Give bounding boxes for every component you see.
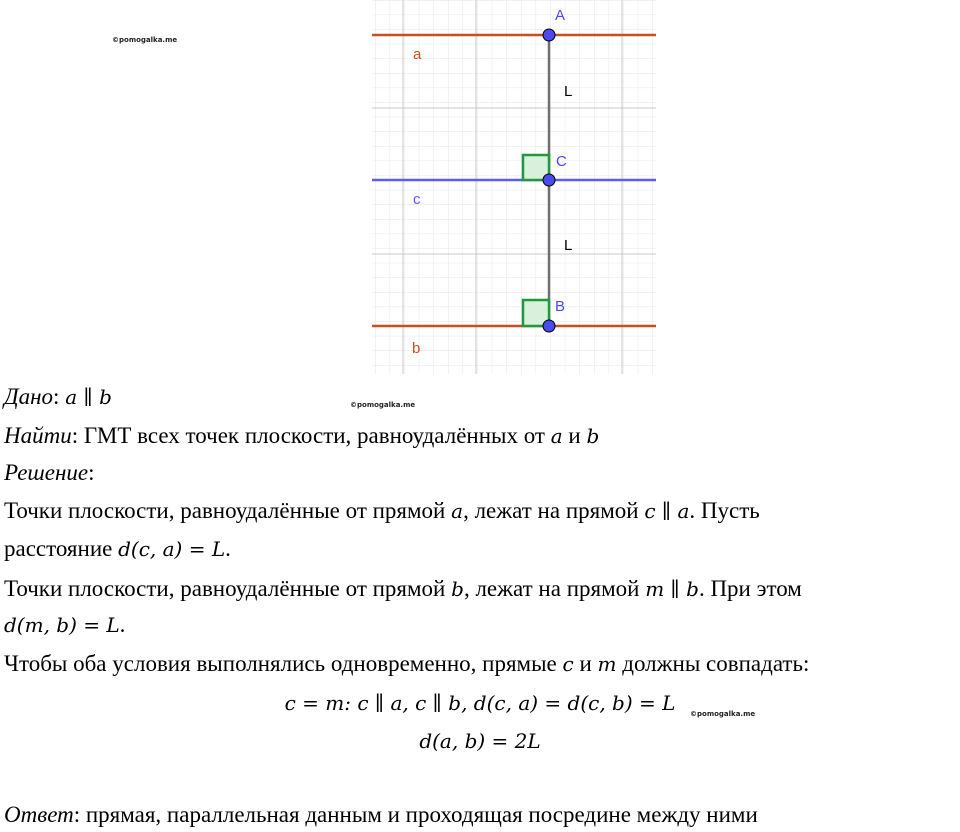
point-a xyxy=(543,29,555,41)
given-line xyxy=(4,382,112,412)
point-c xyxy=(543,174,555,186)
answer-label: Ответ xyxy=(4,802,74,827)
p2-cont-end: . xyxy=(119,612,126,637)
label-line-a: a xyxy=(413,46,422,63)
find-label: Найти xyxy=(4,423,72,448)
given-colon: : xyxy=(53,384,66,409)
watermark-top: ©pomogalka.me xyxy=(112,36,178,44)
p1-cont-math: d(c, a) = L xyxy=(118,537,226,561)
p1-text1: Точки плоскости, равноудалённые от прямой xyxy=(4,498,452,523)
p2-text1: Точки плоскости, равноудалённые от прямой xyxy=(4,576,452,601)
p2-text2: , лежат на прямой xyxy=(463,576,646,601)
label-line-c: c xyxy=(413,191,421,208)
label-distance-top: L xyxy=(564,83,573,100)
answer-line xyxy=(4,800,758,830)
p1-cont-text: расстояние xyxy=(4,536,119,561)
p2-math: m ∥ b xyxy=(645,577,699,601)
formula-1 xyxy=(0,688,960,718)
p1-a: a xyxy=(451,499,464,523)
find-text: : ГМТ всех точек плоскости, равноудалённых от xyxy=(71,423,551,448)
given-math: a ∥ b xyxy=(65,385,112,409)
find-and: и xyxy=(562,423,587,448)
paragraph-1 xyxy=(4,496,760,526)
solution-label: Решение xyxy=(4,460,89,485)
answer-text: : прямая, параллельная данным и проходящая посредине между ними xyxy=(73,802,758,827)
formula-2 xyxy=(0,726,960,756)
solution-colon: : xyxy=(88,460,95,485)
p1-math: c ∥ a xyxy=(644,499,690,523)
paragraph-1-cont xyxy=(4,534,231,564)
label-point-a: A xyxy=(555,7,566,24)
p3-and: и xyxy=(573,651,598,676)
formula-1-text: c = m: c ∥ a, c ∥ b, d(c, a) = d(c, b) = L xyxy=(284,691,676,715)
watermark-bottom: ©pomogalka.me xyxy=(690,710,756,718)
paragraph-2-cont xyxy=(4,610,125,640)
figure-canvas xyxy=(372,0,656,374)
p2-cont-math: d(m, b) = L xyxy=(4,613,120,637)
given-label: Дано xyxy=(4,384,54,409)
paragraph-3 xyxy=(4,649,809,679)
point-b xyxy=(543,320,555,332)
p3-m: m xyxy=(597,652,617,676)
p1-cont-end: . xyxy=(225,536,231,561)
label-distance-bottom: L xyxy=(564,237,573,254)
watermark-middle: ©pomogalka.me xyxy=(350,401,416,409)
p1-text2: , лежат на прямой xyxy=(463,498,645,523)
label-line-b: b xyxy=(412,340,421,357)
label-point-b: B xyxy=(555,298,566,315)
solution-line xyxy=(4,458,95,488)
p3-text2: должны совпадать: xyxy=(616,651,810,676)
find-a: a xyxy=(550,424,563,448)
find-b: b xyxy=(586,424,600,448)
p3-text1: Чтобы оба условия выполнялись одновременно, прямые xyxy=(4,651,563,676)
paragraph-2 xyxy=(4,574,802,604)
find-line xyxy=(4,421,599,451)
p2-text3: . При этом xyxy=(698,576,802,601)
p1-text3: . Пусть xyxy=(689,498,760,523)
label-point-c: C xyxy=(556,153,567,170)
p3-c: c xyxy=(562,652,574,676)
p2-b: b xyxy=(451,577,464,601)
geometry-figure xyxy=(372,0,656,374)
formula-2-text: d(a, b) = 2L xyxy=(419,729,541,753)
